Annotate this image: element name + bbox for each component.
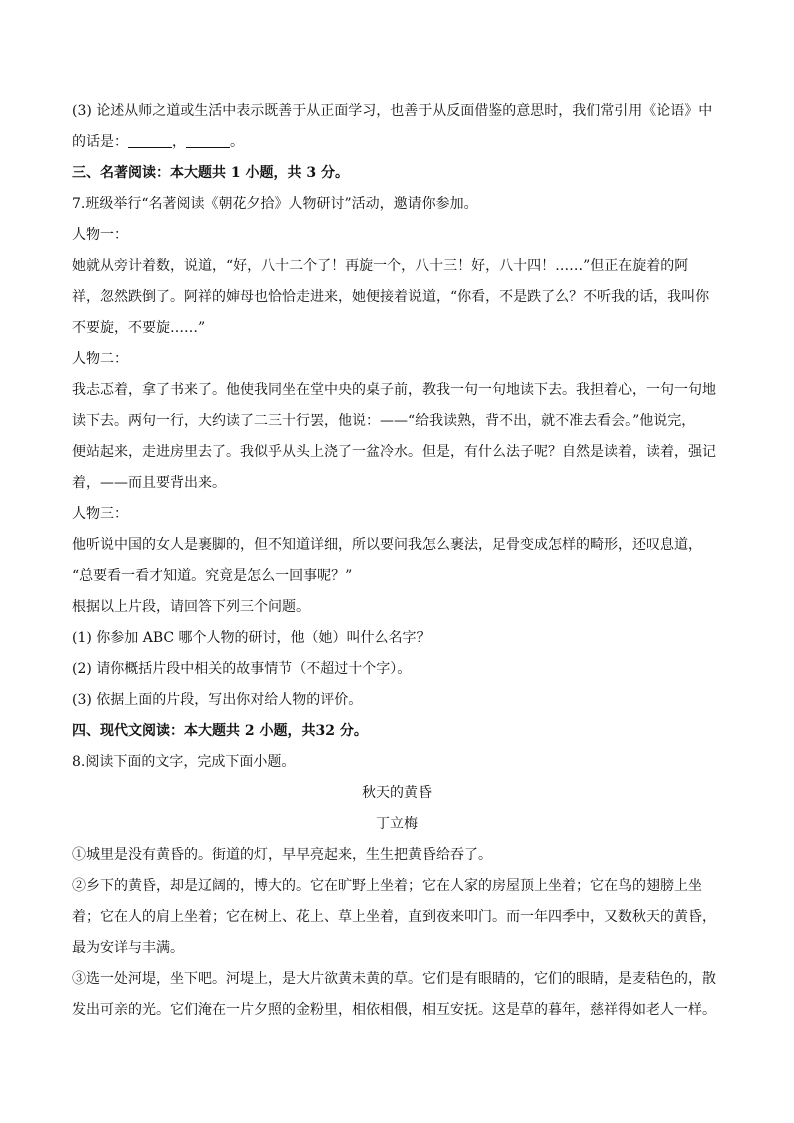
section4-count2: 32	[315, 723, 335, 739]
section4-suffix: 分。	[339, 723, 368, 739]
section4-mid: 小题，共	[259, 723, 316, 739]
answer-blank-1[interactable]	[128, 133, 172, 148]
essay-paragraph-1-line: ①城里是没有黄昏的。街道的灯，早早亮起来，生生把黄昏给吞了。	[72, 847, 492, 863]
q7-question-3: (3) 依据上面的片段，写出你对给人物的评价。	[72, 692, 363, 708]
person2-line: 着，——而且要背出来。	[72, 475, 226, 491]
person3-line: “总要看一看才知道。究竟是怎么一回事呢？”	[72, 568, 353, 584]
section3-prefix: 三、名著阅读：本大题共	[72, 165, 226, 181]
section4-heading	[72, 716, 722, 747]
essay-paragraph-3-line: 发出可亲的光。它们淹在一片夕照的金粉里，相依相偎，相互安抚。这是草的暮年，慈祥得如老人一样。	[72, 1002, 716, 1018]
person2-label: 人物二：	[72, 351, 128, 367]
section3-count1: 1	[230, 165, 241, 181]
section3-mid: 小题，共	[245, 165, 302, 181]
section3-heading	[72, 158, 722, 189]
essay-paragraph-2-line: 着；它在人的肩上坐着；它在树上、花上、草上坐着，直到夜来叩门。而一年四季中，又数秋天的黄昏，	[72, 909, 716, 925]
q7-instruction: 根据以上片段，请回答下列三个问题。	[72, 599, 310, 615]
q6-3-line2-prefix: 的话是：	[72, 134, 128, 150]
q6-3-end: 。	[230, 134, 244, 150]
section4-count1: 2	[244, 723, 255, 739]
person1-line: 祥，忽然跌倒了。阿祥的婶母也恰恰走进来，她便接着说道，“你看，不是跌了么？不听我的话，我叫你	[72, 289, 710, 305]
person2-line: 便站起来，走进房里去了。我似乎从头上浇了一盆冷水。但是，有什么法子呢？自然是读着，读着，强记	[72, 444, 716, 460]
person3-label: 人物三：	[72, 506, 128, 522]
q6-3-sep: ，	[172, 134, 186, 150]
person2-line: 读下去。两句一行，大约读了二三十行罢，他说：——“给我读熟，背不出，就不准去看会。”他说完，	[72, 413, 696, 429]
section4-prefix: 四、现代文阅读：本大题共	[72, 723, 240, 739]
essay-title: 秋天的黄昏	[362, 785, 432, 801]
document-page	[72, 96, 722, 1026]
person3-line: 他听说中国的女人是裹脚的，但不知道详细，所以要问我怎么裹法，足骨变成怎样的畸形，还叹息道，	[72, 537, 702, 553]
person1-line: 她就从旁计着数，说道，“好，八十二个了！再旋一个，八十三！好，八十四！……”但正在旋着的阿	[72, 258, 689, 274]
q7-question-2: (2) 请你概括片段中相关的故事情节（不超过十个字）。	[72, 661, 412, 677]
essay-paragraph-2-line: 最为安详与丰满。	[72, 940, 184, 956]
q8-intro: 8.阅读下面的文字，完成下面小题。	[72, 754, 296, 770]
person1-label: 人物一：	[72, 227, 128, 243]
essay-author: 丁立梅	[376, 816, 418, 832]
q7-intro: 7.班级举行“名著阅读《朝花夕拾》人物研讨”活动，邀请你参加。	[72, 196, 478, 212]
section3-suffix: 分。	[321, 165, 349, 181]
person1-line: 不要旋，不要旋……”	[72, 320, 206, 336]
section3-count2: 3	[306, 165, 317, 181]
q6-3-line1: (3) 论述从师之道或生活中表示既善于从正面学习，也善于从反面借鉴的意思时，我们常引用《论语》中	[72, 103, 713, 119]
essay-paragraph-3-line: ③选一处河堤，坐下吧。河堤上，是大片欲黄未黄的草。它们是有眼睛的，它们的眼睛，是麦秸色的，散	[72, 971, 716, 987]
q7-question-1: (1) 你参加 ABC 哪个人物的研讨，他（她）叫什么名字？	[72, 630, 431, 646]
q6-3-line2	[72, 127, 722, 158]
essay-paragraph-2-line: ②乡下的黄昏，却是辽阔的，博大的。它在旷野上坐着；它在人家的房屋顶上坐着；它在鸟的翅膀上坐	[72, 878, 702, 894]
person2-line: 我忐忑着，拿了书来了。他使我同坐在堂中央的桌子前，教我一句一句地读下去。我担着心，一句一句地	[72, 382, 716, 398]
answer-blank-2[interactable]	[186, 133, 230, 148]
